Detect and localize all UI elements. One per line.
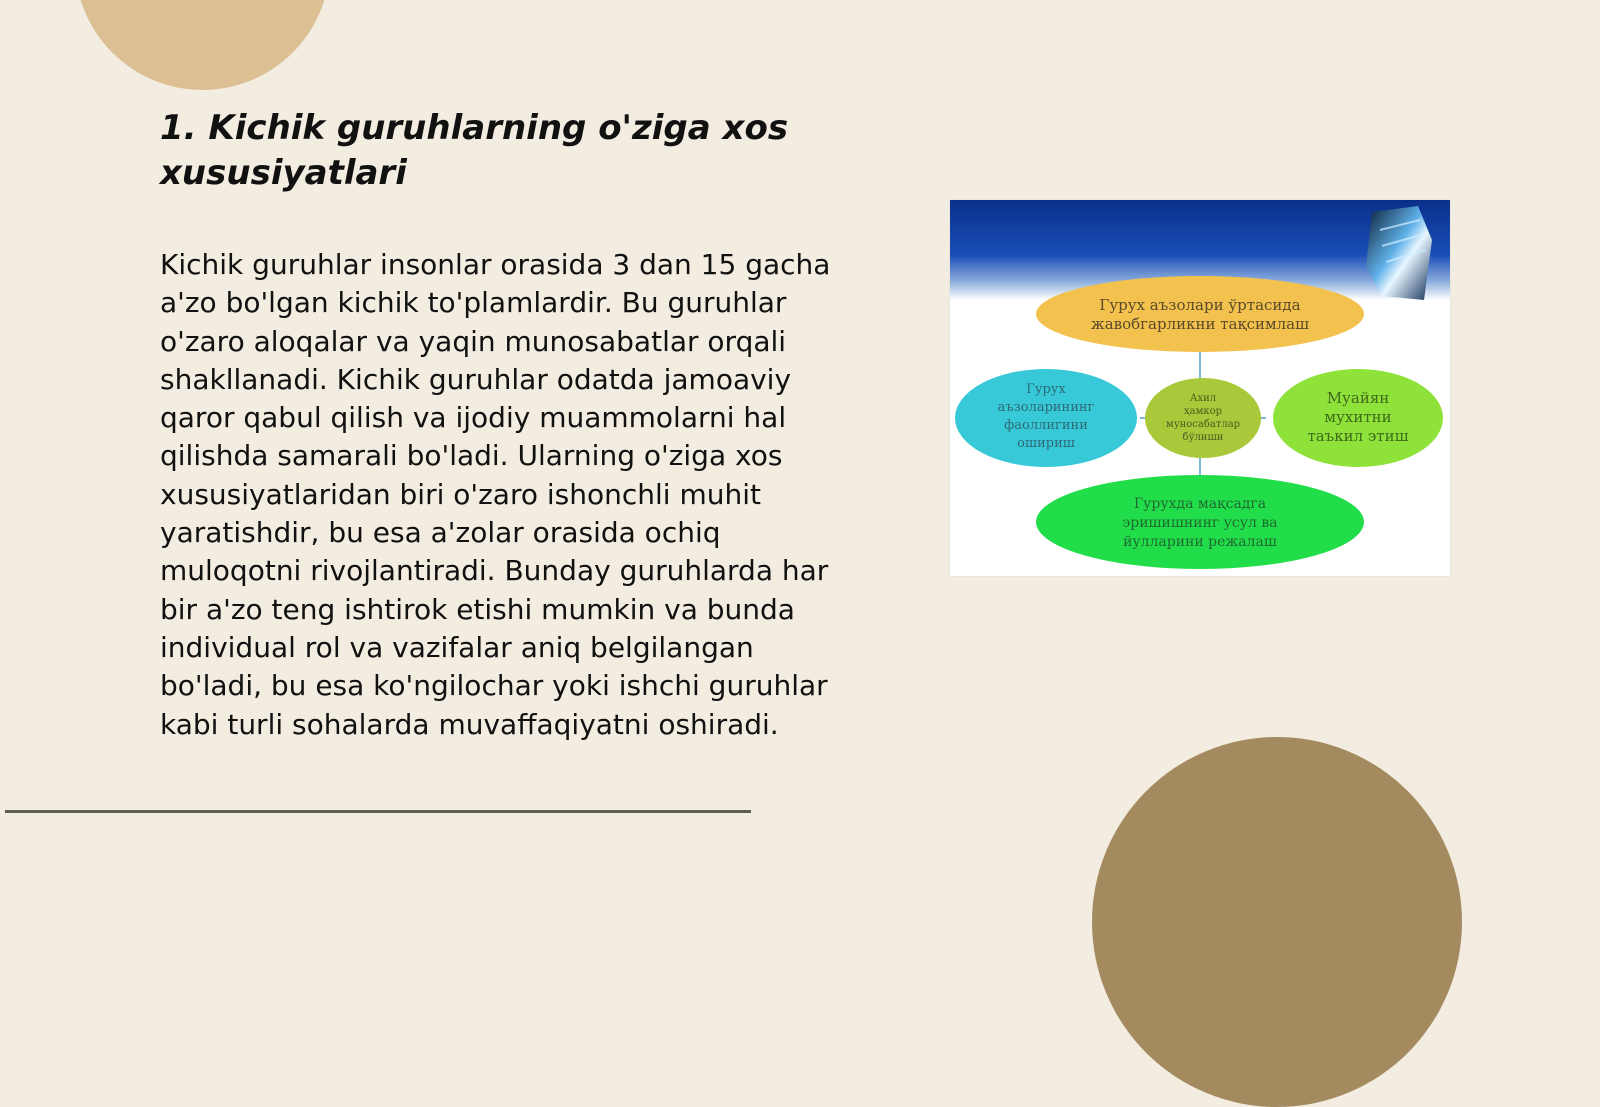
node-center-line-3: муносабатлар [1165, 419, 1241, 430]
node-left [955, 369, 1137, 467]
node-right-line-3: таъкил этиш [1307, 427, 1409, 445]
node-right-line-2: мухитни [1324, 408, 1392, 426]
node-left-line-2: аъзоларининг [997, 400, 1095, 415]
node-bottom-line-3: йулларини режалаш [1123, 534, 1277, 550]
diagram-svg [950, 200, 1450, 576]
slide-body-text: Kichik guruhlar insonlar orasida 3 dan 15 gacha a'zo bo'lgan kichik to'plamlardir. Bu guruhlar o'zaro aloqalar va yaqin munosabatlar orqali shakllanadi. Kichik guruhlar odatda jamoaviy qaror qabul qilish va ijodiy muammolarni hal qilishda samarali bo'ladi. Ularning o'ziga xos xususiyatlaridan biri o'zaro ishonchli muhit yaratishdir, bu esa a'zolar orasida ochiq muloqotni rivojlantiradi. Bunday guruhlarda har bir a'zo teng ishtirok etishi mumkin va bunda individual rol va vazifalar aniq belgilangan bo'ladi, bu esa ko'ngilochar yoki ishchi guruhlar kabi turli sohalarda muvaffaqiyatni oshiradi. [160, 248, 831, 741]
node-center-line-2: ҳамкор [1183, 406, 1223, 417]
decorative-circle-top [75, 0, 330, 90]
node-left-line-3: фаоллигини [1004, 418, 1088, 433]
node-center-line-4: бўлиши [1182, 432, 1224, 443]
node-left-line-4: ошириш [1017, 436, 1075, 451]
divider-line [5, 810, 751, 813]
node-center-line-1: Ахил [1189, 393, 1217, 404]
slide-title: 1. Kichik guruhlarning o'ziga xos xususiyatlari [160, 108, 789, 193]
node-bottom-line-2: эришишнинг усул ва [1122, 515, 1278, 531]
node-top [1036, 276, 1364, 352]
node-top-line-1: Гурух аъзолари ўртасида [1099, 296, 1301, 314]
node-left-line-1: Гурух [1026, 382, 1066, 397]
node-right [1273, 369, 1443, 467]
node-bottom [1036, 475, 1364, 569]
decorative-circle-bottom [1092, 737, 1462, 1107]
node-bottom-line-1: Гурухда мақсадга [1133, 496, 1267, 512]
node-top-line-2: жавобгарликни тақсимлаш [1090, 315, 1310, 333]
node-right-line-1: Муайян [1326, 389, 1390, 407]
node-center [1145, 378, 1261, 458]
diagram-image [950, 200, 1450, 576]
